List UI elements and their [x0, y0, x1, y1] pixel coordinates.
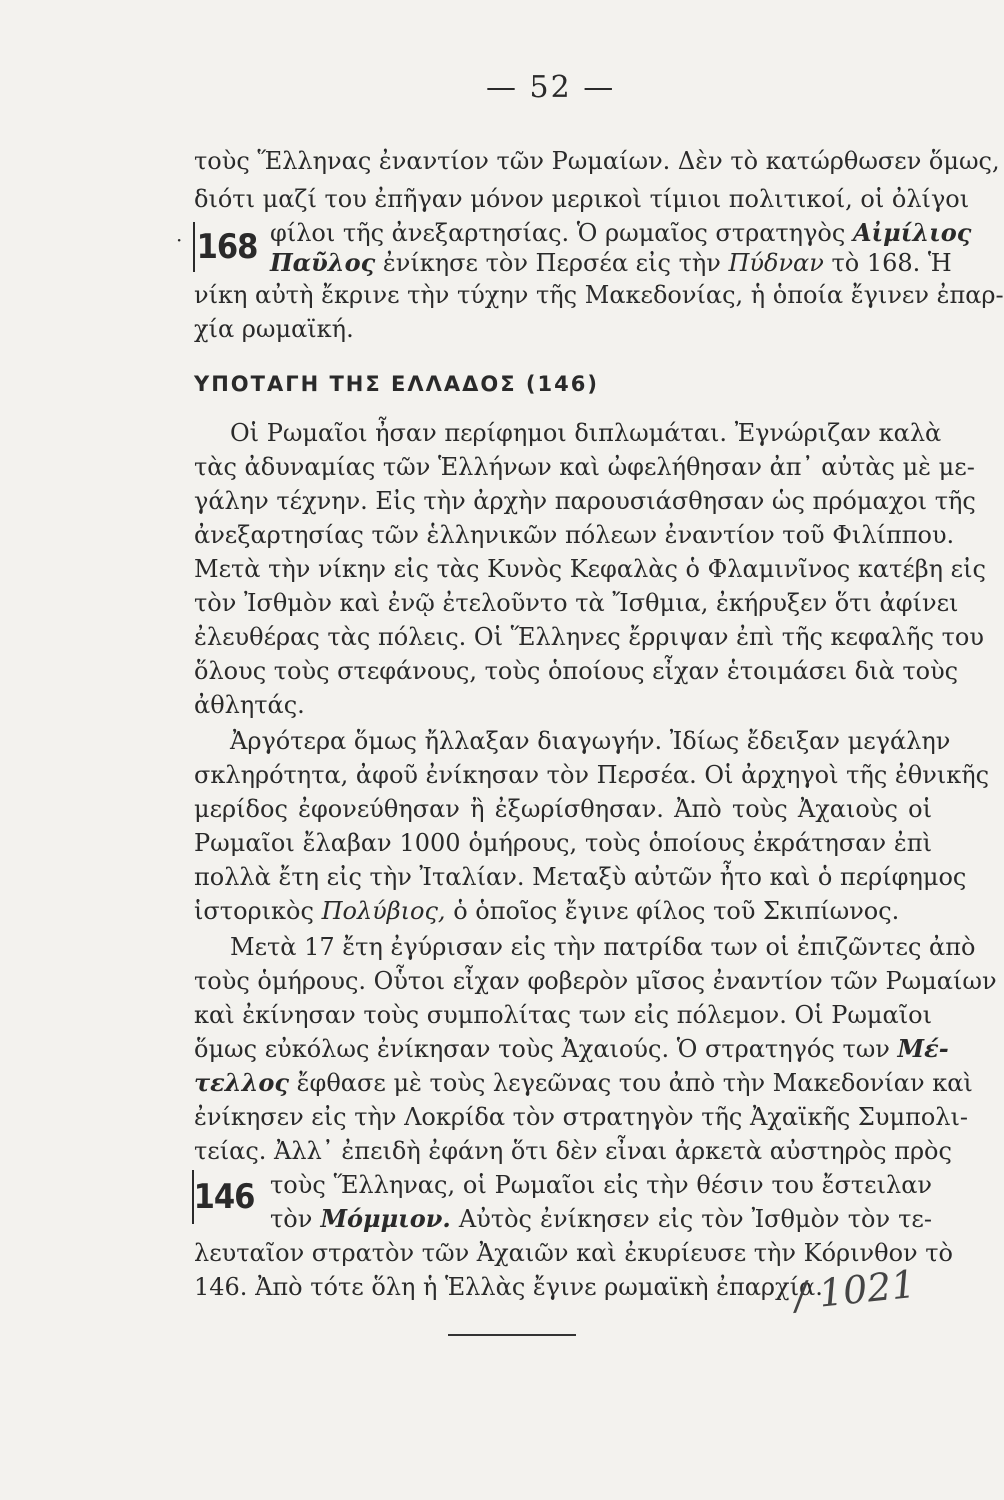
- text-line: πολλὰ ἔτη εἰς τὴν Ἰταλίαν. Μεταξὺ αὐτῶν ἦτο καὶ ὁ περίφημος: [194, 863, 967, 891]
- text-line: ἀνεξαρτησίας τῶν ἑλληνικῶν πόλεων ἐναντίον τοῦ Φιλίππου.: [194, 521, 955, 549]
- text-line: καὶ ἐκίνησαν τοὺς συμπολίτας των εἰς πόλεμον. Οἱ Ρωμαῖοι: [194, 1001, 932, 1029]
- text-line: Οἱ Ρωμαῖοι ἦσαν περίφημοι διπλωμάται. Ἐγνώριζαν καλὰ: [230, 419, 942, 447]
- end-rule: [448, 1334, 576, 1336]
- text-line: τὰς ἀδυναμίας τῶν Ἑλλήνων καὶ ὠφελήθησαν ἀπ᾿ αὐτὰς μὲ με-: [194, 453, 975, 481]
- text-line: τοὺς ὁμήρους. Οὗτοι εἶχαν φοβερὸν μῖσος ἐναντίον τῶν Ρωμαίων: [194, 967, 997, 995]
- text-line: τὸν Μόμμιον. Αὐτὸς ἐνίκησεν εἰς τὸν Ἰσθμὸν τὸν τε-: [270, 1204, 932, 1233]
- handwritten-note: / 1021: [792, 1261, 918, 1319]
- text-line: 146. Ἀπὸ τότε ὅλη ἡ Ἑλλὰς ἔγινε ρωμαϊκὴ ἐπαρχία.: [194, 1273, 823, 1301]
- text-line: ἀθλητάς.: [194, 691, 305, 719]
- text-line: ὅμως εὐκόλως ἐνίκησαν τοὺς Ἀχαιούς. Ὁ στρατηγός των Μέ-: [194, 1034, 949, 1063]
- margin-dot: ·: [176, 228, 183, 252]
- text-line: ἐλευθέρας τὰς πόλεις. Οἱ Ἕλληνες ἔρριψαν ἐπὶ τῆς κεφαλῆς του: [194, 623, 984, 651]
- text-line: διότι μαζί του ἐπῆγαν μόνον μερικοὶ τίμιοι πολιτικοί, οἱ ὀλίγοι: [194, 185, 970, 213]
- section-heading: ΥΠΟΤΑΓΗ ΤΗΣ ΕΛΛΑΔΟΣ (146): [194, 372, 599, 396]
- text-line: ἱστορικὸς Πολύβιος, ὁ ὁποῖος ἔγινε φίλος τοῦ Σκιπίωνος.: [194, 897, 900, 925]
- text-line: μερίδος ἐφονεύθησαν ἢ ἐξωρίσθησαν. Ἀπὸ τοὺς Ἀχαιοὺς οἱ: [194, 795, 932, 823]
- text-line: φίλοι τῆς ἀνεξαρτησίας. Ὁ ρωμαῖος στρατηγὸς Αἰμίλιος: [270, 218, 972, 247]
- text-line: τοὺς Ἕλληνας, οἱ Ρωμαῖοι εἰς τὴν θέσιν του ἔστειλαν: [270, 1171, 932, 1199]
- text-line: σκληρότητα, ἀφοῦ ἐνίκησαν τὸν Περσέα. Οἱ ἀρχηγοὶ τῆς ἐθνικῆς: [194, 761, 990, 789]
- text-line: Μετὰ 17 ἔτη ἐγύρισαν εἰς τὴν πατρίδα των οἱ ἐπιζῶντες ἀπὸ: [230, 933, 976, 961]
- text-line: ἐνίκησεν εἰς τὴν Λοκρίδα τὸν στρατηγὸν τῆς Ἀχαϊκῆς Συμπολι-: [194, 1103, 969, 1131]
- text-line: γάλην τέχνην. Εἰς τὴν ἀρχὴν παρουσιάσθησαν ὡς πρόμαχοι τῆς: [194, 487, 976, 515]
- text-line: Παῦλος ἐνίκησε τὸν Περσέα εἰς τὴν Πύδναν τὸ 168. Ἡ: [270, 248, 952, 277]
- text-line: ὅλους τοὺς στεφάνους, τοὺς ὁποίους εἶχαν ἑτοιμάσει διὰ τοὺς: [194, 657, 959, 685]
- text-line: χία ρωμαϊκή.: [194, 315, 354, 343]
- text-line: Μετὰ τὴν νίκην εἰς τὰς Κυνὸς Κεφαλὰς ὁ Φλαμινῖνος κατέβη εἰς: [194, 555, 986, 583]
- page-number: — 52 —: [486, 70, 616, 105]
- text-line: τὸν Ἰσθμὸν καὶ ἐνῷ ἐτελοῦντο τὰ Ἴσθμια, ἐκήρυξεν ὅτι ἀφίνει: [194, 589, 959, 617]
- text-line: Ρωμαῖοι ἔλαβαν 1000 ὁμήρους, τοὺς ὁποίους ἐκράτησαν ἐπὶ: [194, 829, 932, 857]
- text-line: Ἀργότερα ὅμως ἤλλαξαν διαγωγήν. Ἰδίως ἔδειξαν μεγάλην: [230, 727, 951, 755]
- text-line: τείας. Ἀλλ᾿ ἐπειδὴ ἐφάνη ὅτι δὲν εἶναι ἀρκετὰ αὐστηρὸς πρὸς: [194, 1137, 952, 1165]
- margin-year-box: 146: [192, 1170, 254, 1224]
- text-line: τελλος ἔφθασε μὲ τοὺς λεγεῶνας του ἀπὸ τὴν Μακεδονίαν καὶ: [194, 1068, 973, 1097]
- text-line: λευταῖον στρατὸν τῶν Ἀχαιῶν καὶ ἐκυρίευσε τὴν Κόρινθον τὸ: [194, 1239, 953, 1267]
- text-line: τοὺς Ἕλληνας ἐναντίον τῶν Ρωμαίων. Δὲν τὸ κατώρθωσεν ὅμως,: [194, 147, 1000, 175]
- text-line: νίκη αὐτὴ ἔκρινε τὴν τύχην τῆς Μακεδονίας, ἡ ὁποία ἔγινεν ἐπαρ-: [194, 281, 1004, 309]
- margin-year-box: 168: [193, 222, 259, 272]
